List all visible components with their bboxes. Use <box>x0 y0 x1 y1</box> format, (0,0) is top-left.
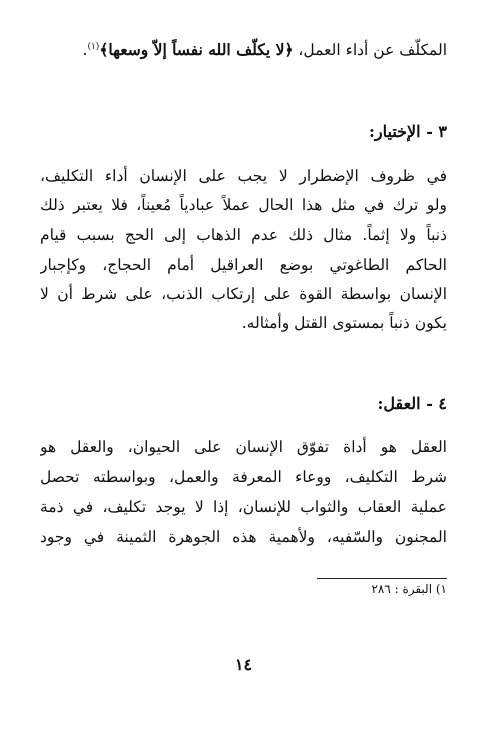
paragraph-line: يكون ذنباً بمستوى القتل وأمثاله. <box>241 314 447 332</box>
paragraph-line: في ظروف الإضطرار لا يجب على الإنسان أداء التكليف، <box>40 167 447 185</box>
paragraph-line: المجنون والسّفيه، ولأهمية هذه الجوهرة الثمينة في وجود <box>40 528 447 546</box>
paragraph-line: ولو ترك في مثل هذا الحال عملاً عبادياً مُعيناً، فلا يعتبر ذلك <box>40 196 447 214</box>
paragraph-line: شرط التكليف، ووعاء المعرفة والعمل، وبواسطته تحصل <box>40 468 447 486</box>
intro-line <box>40 34 447 63</box>
quran-verse: ﴿لا يكلّف الله نفساً إلاّ وسعها﴾ <box>99 40 294 60</box>
paragraph-line: عملية العقاب والثواب للإنسان، إذا لا يوجد تكليف، في ذمة <box>40 498 447 516</box>
footnote-ref: (١) <box>87 42 100 52</box>
intro-end: . <box>82 41 88 60</box>
paragraph-line: العقل هو أداة تفوّق الإنسان على الحيوان، والعقل هو <box>40 438 447 456</box>
section-heading-reason: ٤ - العقل: <box>377 394 447 413</box>
paragraph-line: الإنسان بواسطة القوة على إرتكاب الذنب، على شرط أن لا <box>40 285 447 303</box>
footnote-divider <box>317 578 447 579</box>
section-heading-choice: ٣ - الإختيار: <box>369 122 447 141</box>
paragraph-line: الحاكم الطاغوتي بوضع العراقيل أمام الحجاج، وكإجبار <box>40 256 447 274</box>
paragraph-line: ذنباً ولا إثماً. مثال ذلك عدم الذهاب إلى الحج بسبب قيام <box>40 226 447 244</box>
footnote-text: ١) البقرة : ٢٨٦ <box>371 582 447 596</box>
page-number: ١٤ <box>234 655 253 674</box>
intro-text: المكلّف عن أداء العمل، <box>293 41 447 60</box>
